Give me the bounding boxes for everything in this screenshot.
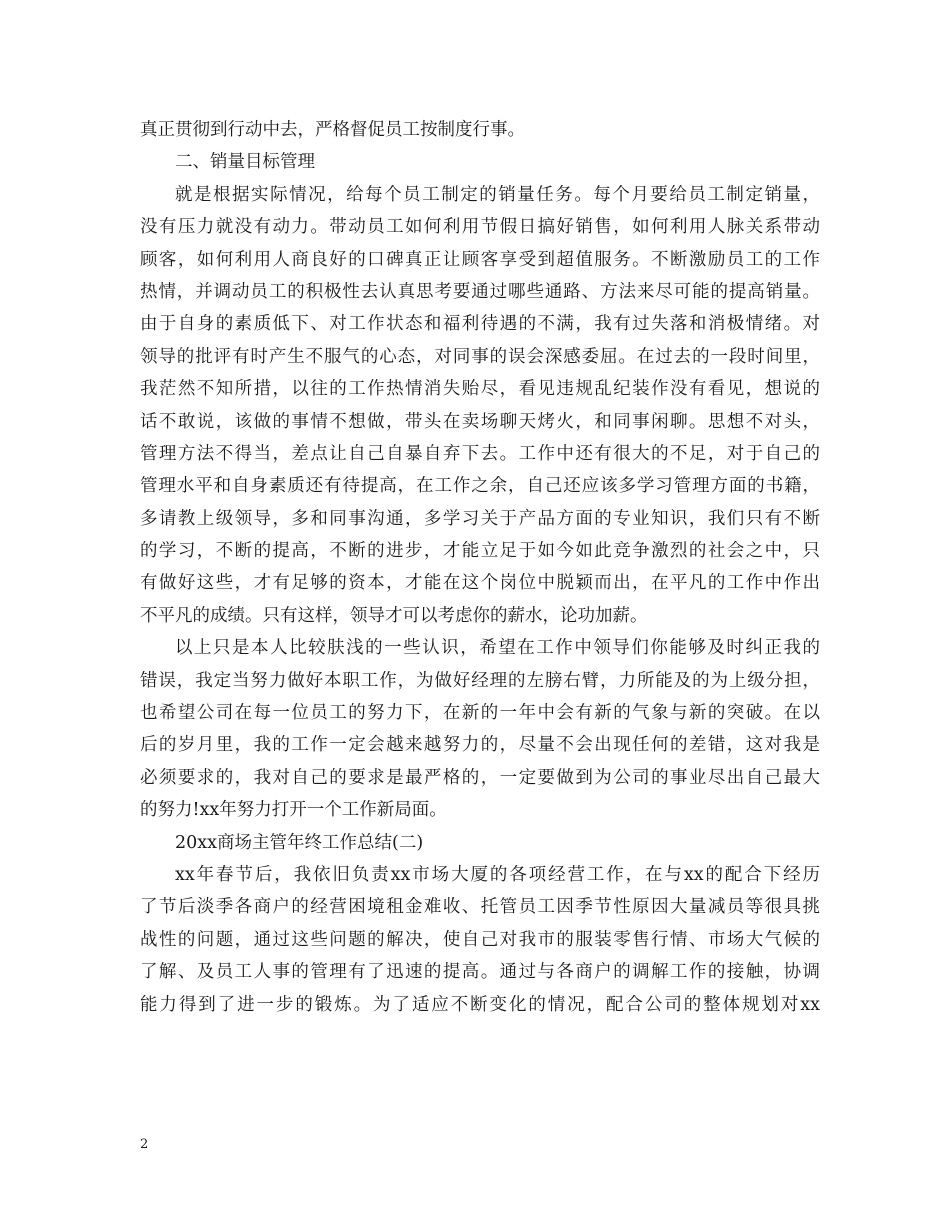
text-line: 了解、及员工人事的管理有了迅速的提高。通过与各商户的调解工作的接触，协调 <box>140 962 820 983</box>
text-line: 话不敢说，该做的事情不想做，带头在卖场聊天烤火，和同事闲聊。思想不对头， <box>140 411 820 432</box>
text-line: 也希望公司在每一位员工的努力下，在新的一年中会有新的气象与新的突破。在以 <box>140 703 820 724</box>
text-line: 后的岁月里，我的工作一定会越来越努力的，尽量不会出现任何的差错，这对我是 <box>140 735 820 756</box>
text-line: 以上只是本人比较肤浅的一些认识，希望在工作中领导们你能够及时纠正我的 <box>175 638 820 659</box>
text-line: 必须要求的，我对自己的要求是最严格的，一定要做到为公司的事业尽出自己最大 <box>140 767 820 788</box>
body-text <box>140 114 820 1021</box>
text-line: 管理方法不得当，差点让自己自暴自弃下去。工作中还有很大的不足，对于自己的 <box>140 443 820 464</box>
text-line: 多请教上级领导，多和同事沟通，多学习关于产品方面的专业知识，我们只有不断 <box>140 508 820 529</box>
page-number: 2 <box>140 1137 149 1152</box>
text-line: 没有压力就没有动力。带动员工如何利用节假日搞好销售，如何利用人脉关系带动 <box>140 217 820 238</box>
text-line: 了节后淡季各商户的经营困境租金难收、托管员工因季节性原因大量减员等很具挑 <box>140 897 820 918</box>
text-line: 二、销量目标管理 <box>175 152 315 173</box>
text-line: 战性的问题，通过这些问题的解决，使自己对我市的服装零售行情、市场大气候的 <box>140 929 820 950</box>
text-line: 领导的批评有时产生不服气的心态，对同事的误会深感委屈。在过去的一段时间里， <box>140 346 820 367</box>
text-line: 就是根据实际情况，给每个员工制定的销量任务。每个月要给员工制定销量， <box>175 184 820 205</box>
text-line: xx年春节后，我依旧负责xx市场大厦的各项经营工作，在与xx的配合下经历 <box>175 864 820 885</box>
text-line: 的努力!xx年努力打开一个工作新局面。 <box>140 800 447 821</box>
text-line: 有做好这些，才有足够的资本，才能在这个岗位中脱颖而出，在平凡的工作中作出 <box>140 573 820 594</box>
text-line: 热情，并调动员工的积极性去认真思考要通过哪些通路、方法来尽可能的提高销量。 <box>140 281 820 302</box>
text-line: 错误，我定当努力做好本职工作，为做好经理的左膀右臂，力所能及的为上级分担， <box>140 670 820 691</box>
text-line: 不平凡的成绩。只有这样，领导才可以考虑你的薪水，论功加薪。 <box>140 605 648 626</box>
text-line: 的学习，不断的提高，不断的进步，才能立足于如今如此竞争激烈的社会之中，只 <box>140 541 820 562</box>
text-line: 我茫然不知所措，以往的工作热情消失贻尽，看见违规乱纪装作没有看见，想说的 <box>140 379 820 400</box>
text-line: 真正贯彻到行动中去，严格督促员工按制度行事。 <box>140 120 525 140</box>
text-line: 管理水平和自身素质还有待提高，在工作之余，自己还应该多学习管理方面的书籍， <box>140 476 820 497</box>
text-line: 顾客，如何利用人商良好的口碑真正让顾客享受到超值服务。不断激励员工的工作 <box>140 249 820 270</box>
text-line: 由于自身的素质低下、对工作状态和福利待遇的不满，我有过失落和消极情绪。对 <box>140 314 820 335</box>
text-line: 能力得到了进一步的锻炼。为了适应不断变化的情况，配合公司的整体规划对xx <box>140 994 820 1015</box>
text-line: 20xx商场主管年终工作总结(二) <box>175 832 424 853</box>
